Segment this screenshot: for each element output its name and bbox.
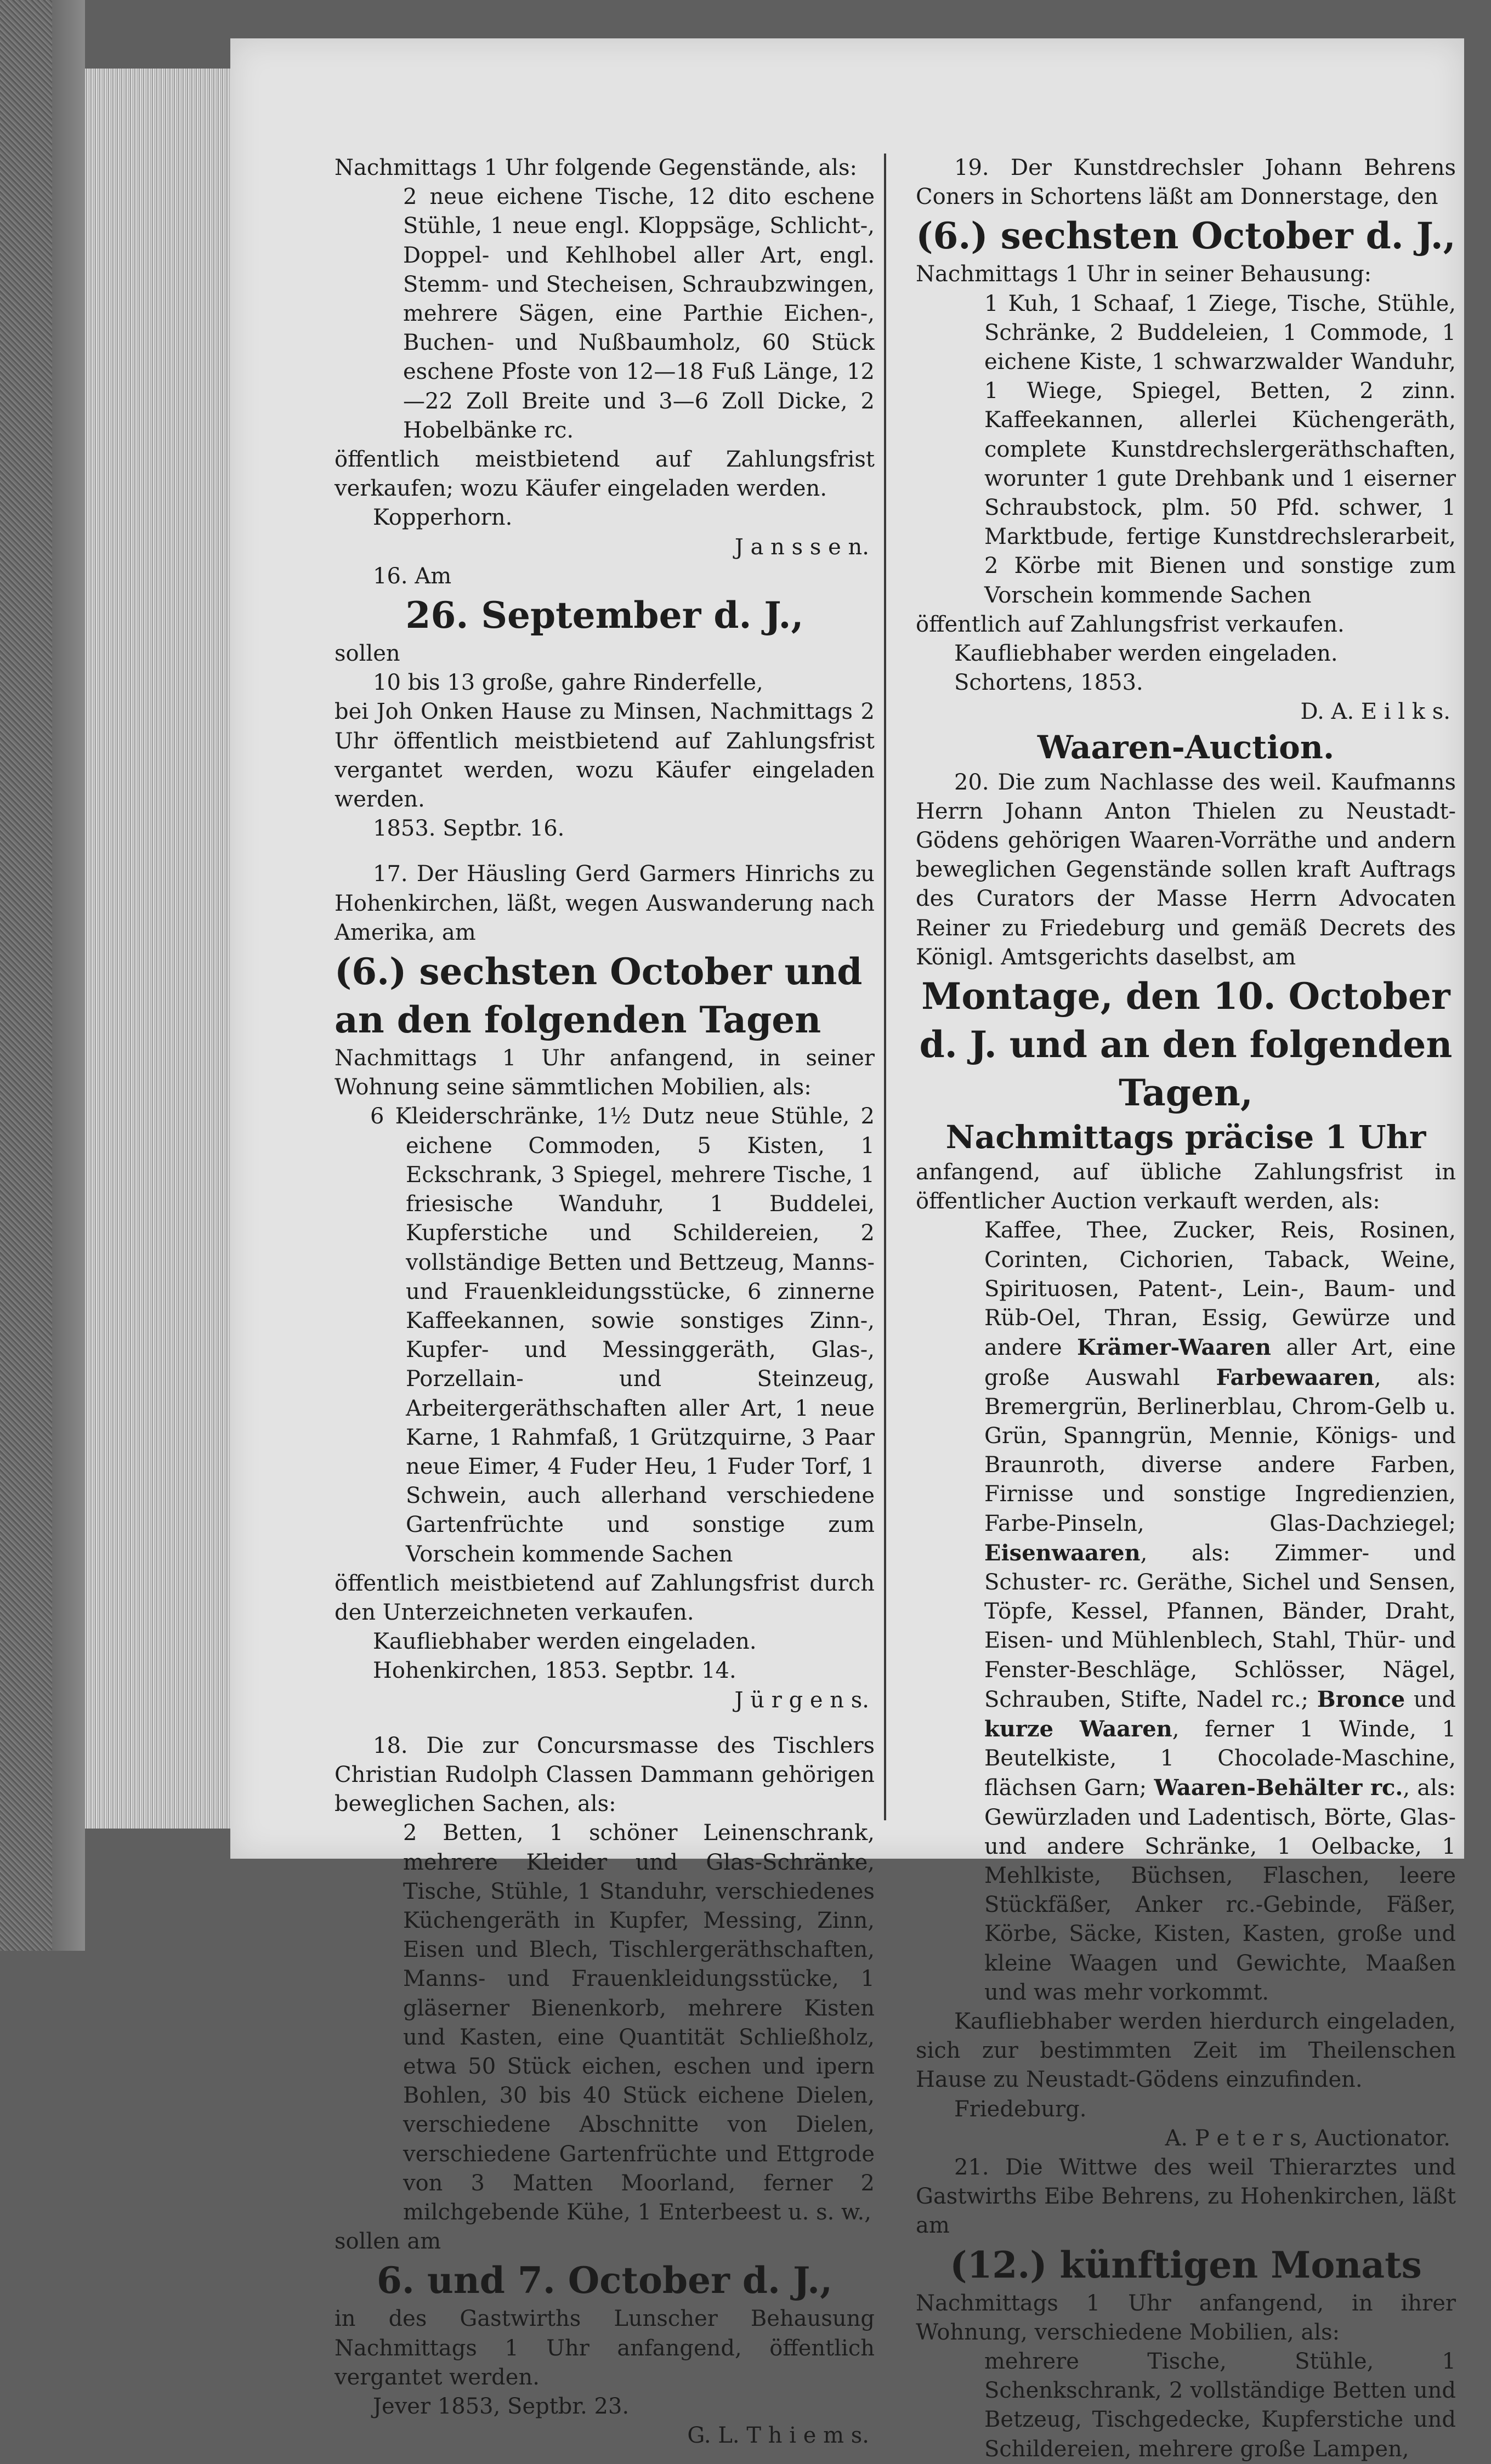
item-list: 6 Kleiderschränke, 1½ Dutz neue Stühle, 2 eichene Commoden, 5 Kisten, 1 Eckschrank, 3 Spiegel, mehrere Tische, 1 friesische Wanduhr, 1 Buddelei, Kupferstiche und Schildereien, 2 vollständige Betten und Bettzeug, Manns- und Frauenkleidungsstücke, 6 zinnerne Kaffeekannen, sowie sonstiges Zinn-, Kupfer- und Messinggeräth, Glas-, Porzellain- und Steinzeug, Arbeitergeräthschaften aller Art, 1 neue Karne, 1 Rahmfaß, 1 Grützquirne, 3 Paar neue Eimer, 4 Fuder Heu, 1 Fuder Torf, 1 Schwein, auch allerhand verschiedene Gartenfrüchte und sonstige zum Vorschein kommende Sachen	[370, 1104, 875, 1567]
invitation-line: Kaufliebhaber werden eingeladen.	[373, 1629, 757, 1655]
signature: A. P e t e r s, Auctionator.	[1165, 2125, 1450, 2151]
invitation-line: Kaufliebhaber werden hierdurch eingeladen, sich zur bestimmten Zeit im Theilenschen Hause zu Neustadt-Gödens einzufinden.	[916, 2008, 1456, 2093]
headline-date: (6.) sechsten October und an den folgenden Tagen	[335, 950, 863, 1042]
left-column	[335, 154, 875, 2450]
text-paragraph: Nachmittags 1 Uhr anfangend, in seiner Wohnung seine sämmtlichen Mobilien, als:	[335, 1046, 875, 1100]
page-edges	[85, 69, 239, 1829]
text-paragraph: öffentlich meistbietend auf Zahlungsfrist verkaufen; wozu Käufer eingeladen werden.	[335, 447, 875, 502]
notice-paragraph: 17. Der Häusling Gerd Garmers Hinrichs zu Hohenkirchen, läßt, wegen Auswanderung nach Amerika, am	[335, 861, 875, 945]
text-paragraph: öffentlich meistbietend auf Zahlungsfrist durch den Unterzeichneten verkaufen.	[335, 1570, 875, 1625]
headline-time: Nachmittags präcise 1 Uhr	[945, 1119, 1426, 1156]
signature: D. A. E i l k s.	[1300, 699, 1450, 725]
headline-date: (12.) künftigen Monats	[950, 2243, 1422, 2286]
headline-date: Montage, den 10. October d. J. und an den folgenden Tagen,	[919, 975, 1453, 1115]
signature: J a n s s e n.	[734, 534, 869, 560]
text-paragraph: bei Joh Onken Hause zu Minsen, Nachmittags 2 Uhr öffentlich meistbietend auf Zahlungsfrist vergantet werden, wozu Käufer eingeladen werden.	[335, 699, 875, 813]
text-paragraph: Nachmittags 1 Uhr anfangend, in ihrer Wohnung, verschiedene Mobilien, als:	[916, 2290, 1456, 2345]
item-list: mehrere Tische, Stühle, 1 Schenkschrank, 2 vollständige Betten und Betzeug, Tischgedecke, Kupferstiche und Schildereien, mehrere große Lampen,	[984, 2349, 1456, 2462]
text-paragraph: sollen	[335, 641, 400, 667]
item-list: Kaffee, Thee, Zucker, Reis, Rosinen, Corinten, Cichorien, Taback, Weine, Spirituosen, Patent-, Lein-, Baum- und Rüb-Oel, Thran, Essig, Gewürze und andere Krämer-Waaren aller Art, eine große Auswahl Farbewaaren, als: Bremergrün, Berlinerblau, Chrom-Gelb u. Grün, Spanngrün, Mennie, Königs- und Braunroth, diverse andere Farben, Firnisse und sonstige Ingredienzien, Farbe-Pinseln, Glas-Dachziegel; Eisenwaaren, als: Zimmer- und Schuster- rc. Geräthe, Sichel und Sensen, Töpfe, Kessel, Pfannen, Bänder, Draht, Eisen- und Mühlenblech, Stahl, Thür- und Fenster-Beschläge, Schlösser, Nägel, Schrauben, Stifte, Nadel rc.; Bronce und kurze Waaren, ferner 1 Winde, 1 Beutelkiste, 1 Chocolade-Maschine, flächsen Garn; Waaren-Behälter rc., als: Gewürzladen und Ladentisch, Börte, Glas- und andere Schränke, 1 Oelbacke, 1 Mehlkiste, Büchsen, Flaschen, leere Stückfäßer, Anker rc.-Gebinde, Fäßer, Körbe, Säcke, Kisten, Kasten, große und kleine Waagen und Gewichte, Maaßen und was mehr vorkommt.	[984, 1218, 1456, 2005]
date-line: Schortens, 1853.	[954, 670, 1143, 696]
text-paragraph: öffentlich auf Zahlungsfrist verkaufen.	[916, 611, 1345, 637]
text-paragraph: in des Gastwirths Lunscher Behausung Nachmittags 1 Uhr anfangend, öffentlich vergantet werden.	[335, 2306, 875, 2390]
headline-date: 6. und 7. October d. J.,	[376, 2259, 833, 2302]
signature: G. L. T h i e m s.	[687, 2423, 869, 2449]
notice-paragraph: 18. Die zur Concursmasse des Tischlers Christian Rudolph Classen Dammann gehörigen beweglichen Sachen, als:	[335, 1733, 875, 1817]
signature: J ü r g e n s.	[734, 1687, 869, 1713]
column-rule	[884, 154, 886, 1820]
item-list: 2 Betten, 1 schöner Leinenschrank, mehrere Kleider und Glas-Schränke, Tische, Stühle, 1 Standuhr, verschiedenes Küchengeräth in Kupfer, Messing, Zinn, Eisen und Blech, Tischlergeräthschaften, Manns- und Frauenkleidungsstücke, 1 gläserner Bienenkorb, mehrere Kisten und Kasten, eine Quantität Schließholz, etwa 50 Stück eichen, eschen und ipern Bohlen, 30 bis 40 Stück eichene Dielen, verschiedene Abschnitte von Dielen, verschiedene Gartenfrüchte und Ettgrode von 3 Matten Moorland, ferner 2 milchgebende Kühe, 1 Enterbeest u. s. w.,	[403, 1820, 875, 2225]
headline-date: 26. September d. J.,	[405, 594, 804, 637]
item-list: 10 bis 13 große, gahre Rinderfelle,	[373, 670, 763, 696]
date-line: Jever 1853, Septbr. 23.	[373, 2394, 630, 2420]
headline-date: (6.) sechsten October d. J.,	[916, 214, 1456, 258]
item-list: 2 neue eichene Tische, 12 dito eschene Stühle, 1 neue engl. Kloppsäge, Schlicht-, Doppel- und Kehlhobel aller Art, engl. Stemm- und Stecheisen, Schraubzwingen, mehrere Sägen, eine Parthie Eichen-, Buchen- und Nußbaumholz, 60 Stück eschene Pfoste von 12—18 Fuß Länge, 12—22 Zoll Breite und 3—6 Zoll Dicke, 2 Hobelbänke rc.	[403, 184, 875, 443]
notice-paragraph: 21. Die Wittwe des weil Thierarztes und Gastwirths Eibe Behrens, zu Hohenkirchen, läßt am	[916, 2154, 1456, 2239]
text-paragraph: anfangend, auf übliche Zahlungsfrist in öffentlicher Auction verkauft werden, als:	[916, 1160, 1456, 1214]
place-name: Kopperhorn.	[373, 505, 513, 531]
notice-number: 16. Am	[373, 563, 452, 589]
newspaper-page	[230, 38, 1464, 2462]
book-spine	[52, 0, 85, 1951]
text-paragraph: Nachmittags 1 Uhr folgende Gegenstände, als:	[335, 155, 857, 180]
date-line: Hohenkirchen, 1853. Septbr. 14.	[373, 1658, 736, 1684]
notice-paragraph: 20. Die zum Nachlasse des weil. Kaufmanns Herrn Johann Anton Thielen zu Neustadt-Gödens gehörigen Waaren-Vorräthe und andern beweglichen Gegenstände sollen kraft Auftrags des Curators der Masse Herrn Advocaten Reiner zu Friedeburg und gemäß Decrets des Königl. Amtsgerichts daselbst, am	[916, 769, 1456, 970]
text-paragraph: Nachmittags 1 Uhr in seiner Behausung:	[916, 262, 1372, 287]
item-list: 1 Kuh, 1 Schaaf, 1 Ziege, Tische, Stühle, Schränke, 2 Buddeleien, 1 Commode, 1 eichene Kiste, 1 schwarzwalder Wanduhr, 1 Wiege, Spiegel, Betten, 2 zinn. Kaffeekannen, allerlei Küchengeräth, complete Kunstdrechslergeräthschaften, worunter 1 gute Drehbank und 1 eiserner Schraubstock, plm. 50 Pfd. schwer, 1 Marktbude, fertige Kunstdrechslerarbeit, 2 Körbe mit Bienen und sonstige zum Vorschein kommende Sachen	[984, 291, 1456, 608]
right-column	[916, 154, 1456, 2464]
text-paragraph: sollen am	[335, 2229, 441, 2255]
section-heading: Waaren-Auction.	[1037, 728, 1335, 766]
invitation-line: Kaufliebhaber werden eingeladen.	[954, 641, 1338, 667]
date-line: 1853. Septbr. 16.	[373, 816, 565, 842]
place-name: Friedeburg.	[954, 2096, 1087, 2122]
notice-paragraph: 19. Der Kunstdrechsler Johann Behrens Coners in Schortens läßt am Donnerstage, den	[916, 155, 1456, 210]
